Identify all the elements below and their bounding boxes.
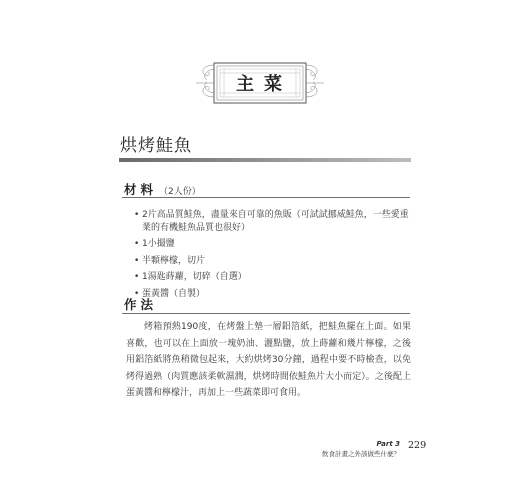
servings-note: （2人份） [159,187,201,197]
method-heading [124,295,157,313]
part-subtitle: 飲食計畫之外該做些什麼？ [322,450,400,458]
ingredient-item: • 半顆檸檬，切片 [134,255,410,268]
recipe-title: 烘烤鮭魚 [120,136,192,156]
method-label: 作法 [124,297,158,312]
page-number: 229 [408,440,427,451]
ingredient-item: • 1湯匙蒔蘿，切碎（自選） [134,271,410,284]
page-footer [318,439,400,459]
chapter-banner [196,61,324,105]
ingredients-list [134,209,410,304]
method-text: 烤箱預熱190度，在烤盤上墊一層鋁箔紙，把鮭魚擺在上面。如果喜歡，也可以在上面放一塊奶油、灑點鹽，放上蒔蘿和幾片檸檬，之後用鋁箔紙將魚稍微包起來，大約烘烤30分鐘，過程中要不時檢查，以免烤得過熟（肉質應該柔軟濕潤，烘烤時間依鮭魚片大小而定）。之後配上蛋黃醬和檸檬汁，再加上一些蔬菜即可食用。 [126,322,411,399]
ingredients-label: 材料 [124,182,158,197]
part-label: Part 3 [376,440,400,448]
ingredients-rule [122,197,410,198]
method-rule [122,313,410,314]
ingredient-item: • 1小撮鹽 [134,238,410,251]
chapter-title: 主菜 [236,74,292,95]
ingredient-item: • 2片高品質鮭魚，盡量來自可靠的魚販（可試試挪威鮭魚，一些愛重業的有機鮭魚品質也很好） [134,209,410,234]
title-divider [119,158,411,162]
ingredients-heading [124,180,201,198]
ingredient-item: • 蛋黃醬（自製） [134,288,410,301]
